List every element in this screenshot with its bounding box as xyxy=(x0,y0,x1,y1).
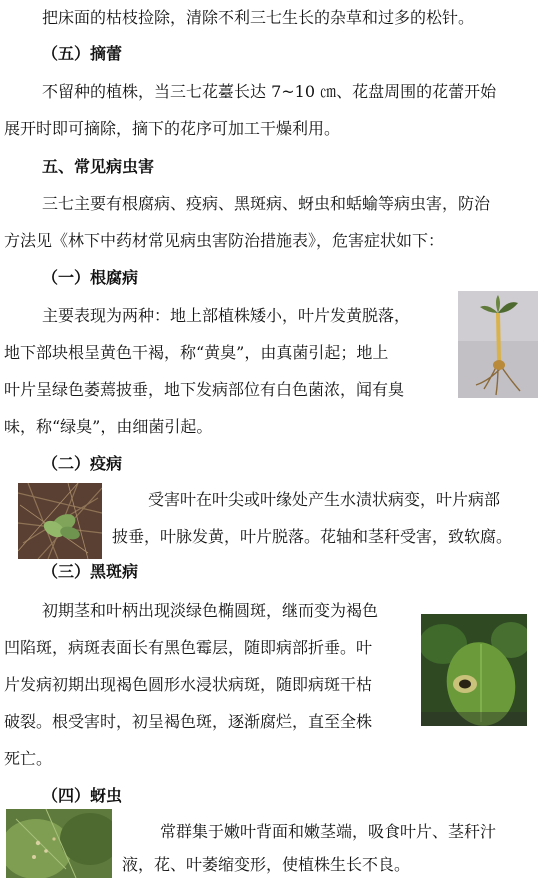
body-text-line: 主要表现为两种：地上部植株矮小，叶片发黄脱落， xyxy=(42,306,411,325)
body-text-line: 受害叶在叶尖或叶缘处产生水渍状病变，叶片病部 xyxy=(148,490,501,509)
body-text-line: 叶片呈绿色萎蔫披垂，地下发病部位有白色菌浓，闻有臭 xyxy=(4,380,405,399)
body-text-line: 把床面的枯枝捡除，清除不利三七生长的杂草和过多的松针。 xyxy=(42,8,475,27)
body-text-line: 方法见《林下中药材常见病虫害防治措施表》，危害症状如下： xyxy=(4,231,445,250)
body-text-line: 初期茎和叶柄出现淡绿色椭圆斑，继而变为褐色 xyxy=(42,601,379,620)
body-text-line: 地下部块根呈黄色干褐，称“黄臭”，由真菌引起；地上 xyxy=(4,343,389,362)
body-text-line: 凹陷斑，病斑表面长有黑色霉层，随即病部折垂。叶 xyxy=(4,638,373,657)
body-text-line: 展开时即可摘除，摘下的花序可加工干燥利用。 xyxy=(4,119,341,138)
body-text-line: 味，称“绿臭”，由细菌引起。 xyxy=(4,417,213,436)
body-text-line: 破裂。根受害时，初呈褐色斑，逐渐腐烂，直至全株 xyxy=(4,712,373,731)
subheading-yachong: （四）蚜虫 xyxy=(42,786,123,805)
section-heading-pests: 五、常见病虫害 xyxy=(42,157,155,176)
subheading-yibing: （二）疫病 xyxy=(42,454,123,473)
root-rot-photo xyxy=(458,291,538,398)
subheading-heibanbing: （三）黑斑病 xyxy=(42,562,139,581)
body-text-line: 死亡。 xyxy=(4,749,53,768)
body-text-line: 三七主要有根腐病、疫病、黑斑病、蚜虫和蛞蝓等病虫害，防治 xyxy=(42,194,491,213)
body-text-line: 不留种的植株，当三七花薹长达 7~10 ㎝、花盘周围的花蕾开始 xyxy=(42,82,497,101)
body-text-line: 常群集于嫩叶背面和嫩茎端，吸食叶片、茎秆汁 xyxy=(160,822,497,841)
subheading-zhailei: （五）摘蕾 xyxy=(42,44,123,63)
body-text-line: 披垂，叶脉发黄，叶片脱落。花轴和茎秆受害，致软腐。 xyxy=(112,527,513,546)
black-spot-photo xyxy=(421,614,527,726)
blight-photo xyxy=(18,483,102,559)
subheading-genfubing: （一）根腐病 xyxy=(42,268,139,287)
aphid-photo xyxy=(6,809,112,878)
body-text-line: 液，花、叶萎缩变形，使植株生长不良。 xyxy=(122,855,411,874)
body-text-line: 片发病初期出现褐色圆形水浸状病斑，随即病斑干枯 xyxy=(4,675,373,694)
